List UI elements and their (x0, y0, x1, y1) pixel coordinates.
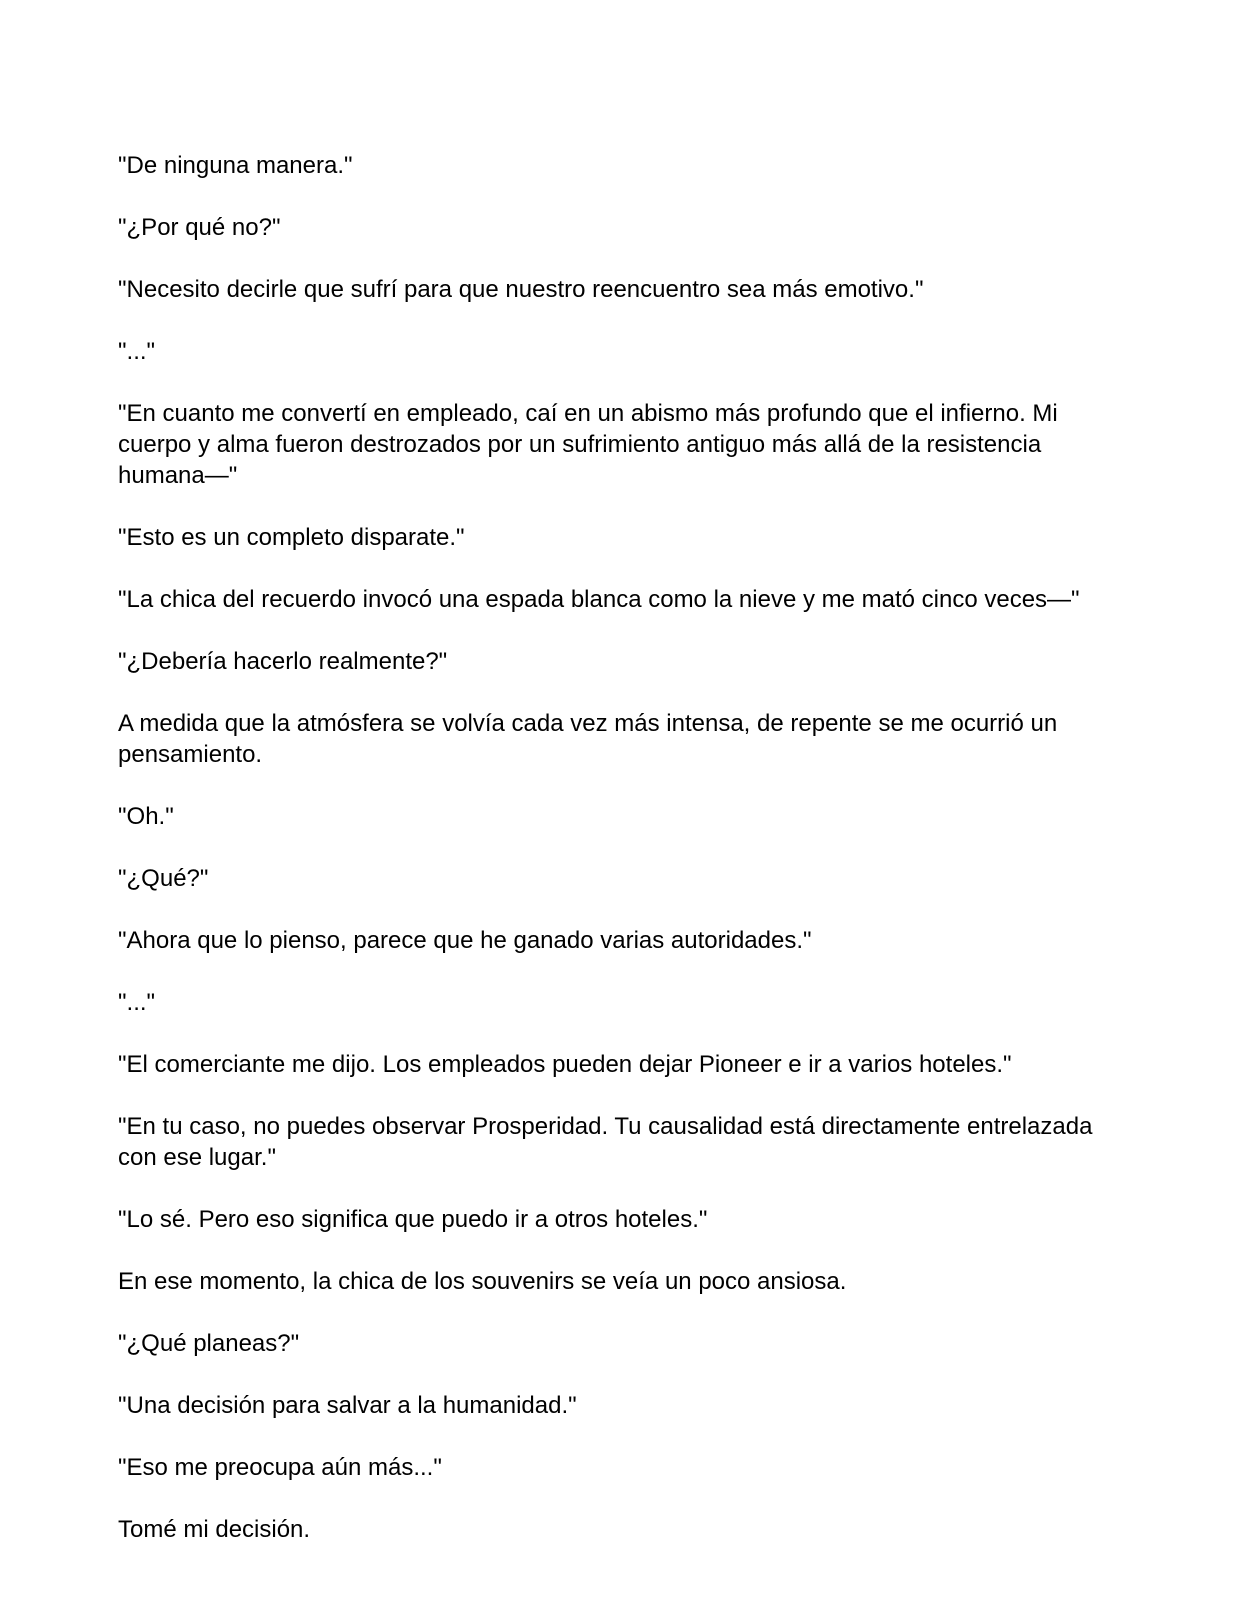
paragraph: "Necesito decirle que sufrí para que nuestro reencuentro sea más emotivo." (118, 276, 924, 303)
paragraph: "En tu caso, no puedes observar Prosperidad. Tu causalidad está directamente entrelazada con ese lugar." (118, 1113, 1093, 1171)
paragraph: "Ahora que lo pienso, parece que he ganado varias autoridades." (118, 927, 812, 954)
paragraph: "¿Qué?" (118, 865, 209, 892)
paragraph: "De ninguna manera." (118, 152, 353, 179)
paragraph: "¿Por qué no?" (118, 214, 281, 241)
paragraph: "Eso me preocupa aún más..." (118, 1454, 442, 1481)
paragraph: "En cuanto me convertí en empleado, caí en un abismo más profundo que el infierno. Mi cuerpo y alma fueron destrozados por un sufrimiento antiguo más allá de la resistencia humana—" (118, 400, 1058, 489)
paragraph: A medida que la atmósfera se volvía cada vez más intensa, de repente se me ocurrió un pensamiento. (118, 710, 1058, 768)
paragraph: "¿Debería hacerlo realmente?" (118, 648, 448, 675)
paragraph: "La chica del recuerdo invocó una espada blanca como la nieve y me mató cinco veces—" (118, 586, 1080, 613)
paragraph: "¿Qué planeas?" (118, 1330, 300, 1357)
paragraph: "Una decisión para salvar a la humanidad." (118, 1392, 577, 1419)
paragraph: "Oh." (118, 803, 174, 830)
paragraph: "..." (118, 989, 156, 1016)
paragraph: "Lo sé. Pero eso significa que puedo ir a otros hoteles." (118, 1206, 708, 1233)
paragraph: Tomé mi decisión. (118, 1516, 311, 1543)
paragraph: "..." (118, 338, 156, 365)
paragraph: "El comerciante me dijo. Los empleados pueden dejar Pioneer e ir a varios hoteles." (118, 1051, 1012, 1078)
paragraph: En ese momento, la chica de los souvenirs se veía un poco ansiosa. (118, 1268, 847, 1295)
paragraph: "Esto es un completo disparate." (118, 524, 465, 551)
document-body (118, 150, 1098, 1576)
